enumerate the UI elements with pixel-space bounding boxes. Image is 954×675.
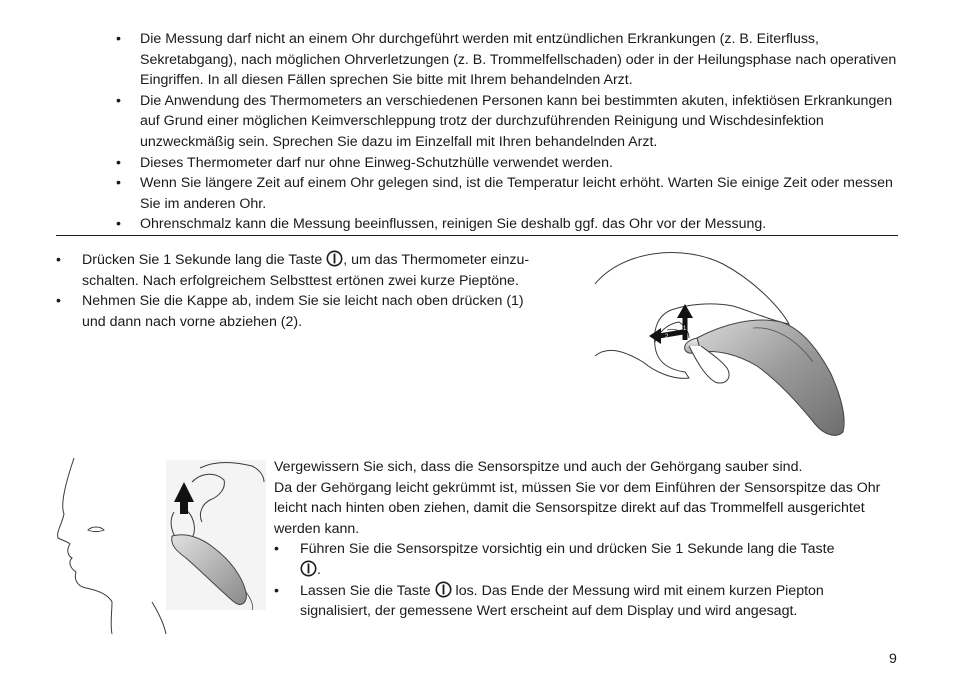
section-divider — [56, 235, 898, 236]
bullet: • — [116, 154, 121, 171]
bullet: • — [116, 92, 121, 109]
power-button-icon — [435, 581, 452, 598]
power-button-icon — [300, 560, 317, 577]
measurement-steps — [274, 539, 904, 621]
list-item-text: Führen Sie die Sensorspitze vorsichtig ein und drücken Sie 1 Sekunde lang die Taste . — [300, 541, 835, 578]
bullet: • — [56, 293, 61, 310]
precautions-list — [116, 29, 906, 235]
list-item — [116, 173, 906, 214]
paragraph: Da der Gehörgang leicht gekrümmt ist, müssen Sie vor dem Einführen der Sensorspitze das Ohr leicht nach hinten oben ziehen, damit die Sensorspitze direkt auf das Trommelfell ausgerichtet werden kann. — [274, 479, 881, 537]
list-item-text: Die Anwendung des Thermometers an verschiedenen Personen kann bei bestimmten akuten, infektiösen Erkrankungen auf Grund einer möglichen Keimverschleppung trotz der durchzuführenden Reinigung und Wischdesinfektion unzweckmäßig sein. Sprechen Sie dazu im Einzelfall mit Ihren behandelnden Arzt. — [140, 92, 893, 150]
step-2-label: 2 — [665, 334, 669, 340]
list-item — [116, 91, 906, 153]
step-1-label: 1 — [683, 326, 687, 332]
measurement-instructions — [274, 457, 904, 622]
list-item — [56, 250, 576, 291]
power-on-instructions — [56, 250, 576, 332]
list-item-text: Die Messung darf nicht an einem Ohr durchgeführt werden mit entzündlichen Erkrankungen (z. B. Eiterfluss, Sekretabgang), nach möglichen Ohrverletzungen (z. B. Trommelfellschaden) oder in der Heilungsphase nach operativen Eingriffen. In all diesen Fällen sprechen Sie bitte mit Ihrem behandelnden Arzt. — [140, 31, 897, 89]
ear-measurement-illustration — [56, 452, 266, 634]
list-item-text: Lassen Sie die Taste los. Das Ende der Messung wird mit einem kurzen Piepton signalisiert, der gemessene Wert erscheint auf dem Display und wird angesagt. — [300, 582, 824, 620]
list-item — [116, 214, 906, 235]
bullet: • — [116, 31, 121, 47]
list-item-text: Dieses Thermometer darf nur ohne Einweg-Schutzhülle verwendet werden. — [140, 154, 613, 171]
list-item-text: Nehmen Sie die Kappe ab, indem Sie sie leicht nach oben drücken (1) und dann nach vorne abziehen (2). — [82, 293, 524, 330]
bullet: • — [274, 582, 279, 599]
list-item — [116, 29, 906, 91]
bullet: • — [116, 175, 121, 192]
list-item — [274, 581, 904, 622]
list-item — [116, 153, 906, 174]
bullet: • — [116, 216, 121, 233]
list-item-text: Drücken Sie 1 Sekunde lang die Taste , um das Thermometer einzu- schalten. Nach erfolgreichem Selbsttest ertönen zwei kurze Pieptöne. — [82, 252, 530, 289]
page-number: 9 — [889, 651, 897, 667]
list-item-text: Wenn Sie längere Zeit auf einem Ohr gelegen sind, ist die Temperatur leicht erhöht. Warten Sie einige Zeit oder messen Sie im anderen Ohr. — [140, 175, 893, 212]
paragraph: Vergewissern Sie sich, dass die Sensorspitze und auch der Gehörgang sauber sind. — [274, 459, 803, 475]
remove-cap-illustration — [593, 246, 849, 440]
bullet: • — [274, 541, 279, 558]
list-item — [56, 291, 576, 332]
bullet: • — [56, 252, 61, 268]
list-item — [274, 539, 904, 580]
power-button-icon — [326, 250, 343, 267]
list-item-text: Ohrenschmalz kann die Messung beeinflussen, reinigen Sie deshalb ggf. das Ohr vor der Messung. — [140, 216, 767, 233]
